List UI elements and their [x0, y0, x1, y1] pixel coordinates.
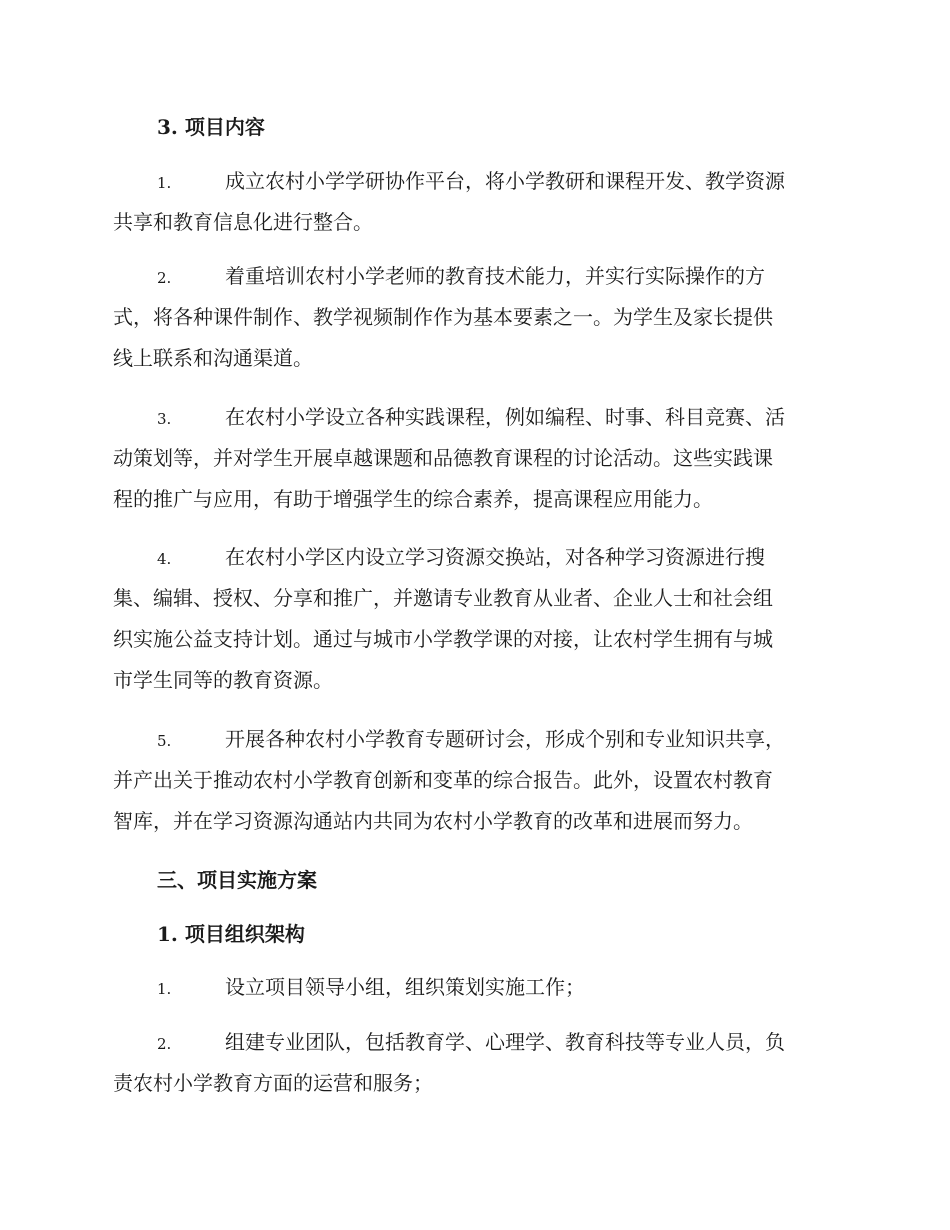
- list-item-text-line: 责农村小学教育方面的运营和服务；: [113, 1071, 433, 1095]
- list-item: [113, 719, 833, 842]
- list-item-number: 3.: [157, 410, 172, 428]
- list-item-number: 2.: [157, 1035, 172, 1053]
- section-heading-implementation-plan: 三、项目实施方案: [157, 868, 317, 892]
- list-item-text-line: 程的推广与应用，有助于增强学生的综合素养，提高课程应用能力。: [113, 487, 713, 511]
- list-item-text-line: 集、编辑、授权、分享和推广，并邀请专业教育从业者、企业人士和社会组: [113, 586, 773, 610]
- list-item: [113, 537, 833, 701]
- list-item-first-line: [113, 161, 833, 202]
- list-item-text-line: 智库，并在学习资源沟通站内共同为农村小学教育的改革和进展而努力。: [113, 809, 753, 833]
- section-heading-project-content: 3. 项目内容: [157, 115, 265, 139]
- list-item-text-line: 并产出关于推动农村小学教育创新和变革的综合报告。此外，设置农村教育: [113, 768, 773, 792]
- list-item-text-line: 市学生同等的教育资源。: [113, 668, 333, 692]
- list-item-first-line: [113, 397, 833, 438]
- list-item: [113, 397, 833, 520]
- list-item: [113, 256, 833, 379]
- list-item-number: 5.: [157, 732, 172, 750]
- list-item-number: 1.: [157, 980, 172, 998]
- list-item: [113, 967, 833, 1008]
- list-item: [113, 1022, 833, 1104]
- list-item-text-line: 开展各种农村小学教育专题研讨会，形成个别和专业知识共享，: [225, 727, 785, 751]
- list-item-first-line: [113, 719, 833, 760]
- list-item-text-line: 在农村小学区内设立学习资源交换站，对各种学习资源进行搜: [225, 545, 765, 569]
- section-heading-organization-structure: 1. 项目组织架构: [157, 922, 305, 946]
- list-item-first-line: [113, 1022, 833, 1063]
- list-item-text-line: 设立项目领导小组，组织策划实施工作；: [225, 975, 585, 999]
- list-item-first-line: [113, 537, 833, 578]
- list-item-text-line: 在农村小学设立各种实践课程，例如编程、时事、科目竞赛、活: [225, 405, 785, 429]
- list-item-first-line: [113, 967, 833, 1008]
- list-item-number: 2.: [157, 269, 172, 287]
- list-item-text-line: 共享和教育信息化进行整合。: [113, 210, 373, 234]
- list-item-text-line: 动策划等，并对学生开展卓越课题和品德教育课程的讨论活动。这些实践课: [113, 446, 773, 470]
- list-item: [113, 161, 833, 243]
- list-item-text-line: 组建专业团队，包括教育学、心理学、教育科技等专业人员，负: [225, 1030, 785, 1054]
- list-item-text-line: 式，将各种课件制作、教学视频制作作为基本要素之一。为学生及家长提供: [113, 305, 773, 329]
- list-item-number: 1.: [157, 174, 172, 192]
- list-item-first-line: [113, 256, 833, 297]
- list-item-text-line: 织实施公益支持计划。通过与城市小学教学课的对接，让农村学生拥有与城: [113, 627, 773, 651]
- list-item-text-line: 线上联系和沟通渠道。: [113, 346, 313, 370]
- list-item-text-line: 成立农村小学学研协作平台，将小学教研和课程开发、教学资源: [225, 169, 785, 193]
- list-item-text-line: 着重培训农村小学老师的教育技术能力，并实行实际操作的方: [225, 264, 765, 288]
- list-item-number: 4.: [157, 550, 172, 568]
